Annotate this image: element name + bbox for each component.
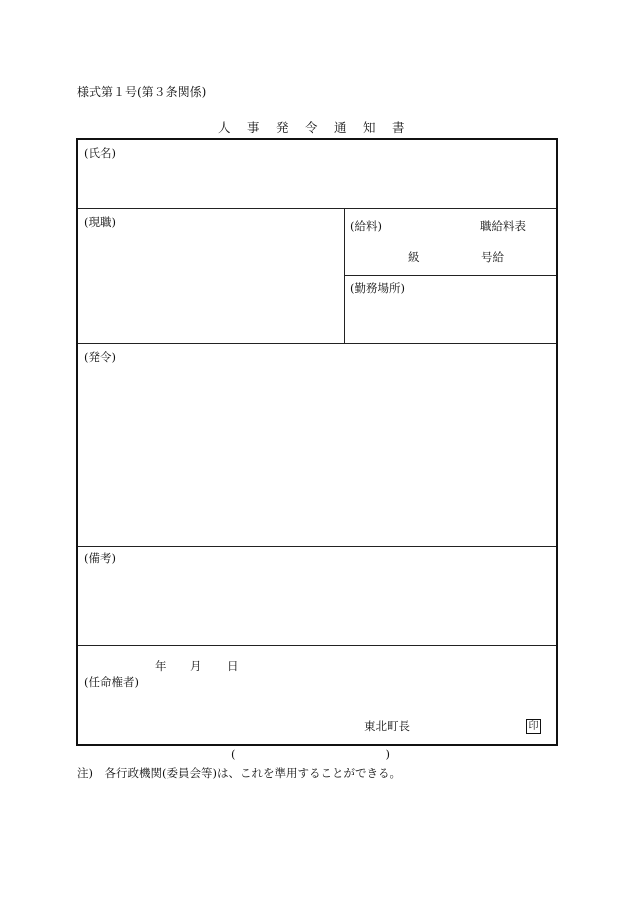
salary-label: (給料) xyxy=(350,219,382,233)
appointer-label: (任命権者) xyxy=(84,675,139,689)
parenthetical-line xyxy=(231,749,390,761)
current-position-label: (現職) xyxy=(84,215,116,229)
seal-mark: 印 xyxy=(526,719,541,734)
row-divider-order xyxy=(78,546,556,547)
close-paren: ) xyxy=(385,747,390,761)
row-divider-salary xyxy=(344,275,556,276)
form-number: 様式第１号(第３条関係) xyxy=(77,85,207,99)
order-label: (発令) xyxy=(84,350,116,364)
document-title: 人事発令通知書 xyxy=(218,120,422,135)
row-divider-name xyxy=(78,208,556,209)
workplace-label: (勤務場所) xyxy=(350,281,405,295)
day-label: 日 xyxy=(227,659,239,673)
footnote: 注) 各行政機関(委員会等)は、これを準用することができる。 xyxy=(77,766,401,780)
row-divider-remarks xyxy=(78,645,556,646)
row-divider-position xyxy=(78,343,556,344)
year-label: 年 xyxy=(155,659,167,673)
name-label: (氏名) xyxy=(84,146,116,160)
remarks-label: (備考) xyxy=(84,551,116,565)
step-label: 号給 xyxy=(481,250,504,264)
grade-label: 級 xyxy=(408,250,420,264)
month-label: 月 xyxy=(190,659,202,673)
open-paren: ( xyxy=(231,747,236,761)
column-divider xyxy=(344,208,345,343)
notice-form xyxy=(76,138,558,746)
mayor-label: 東北町長 xyxy=(364,719,410,733)
salary-table-label: 職給料表 xyxy=(480,219,526,233)
